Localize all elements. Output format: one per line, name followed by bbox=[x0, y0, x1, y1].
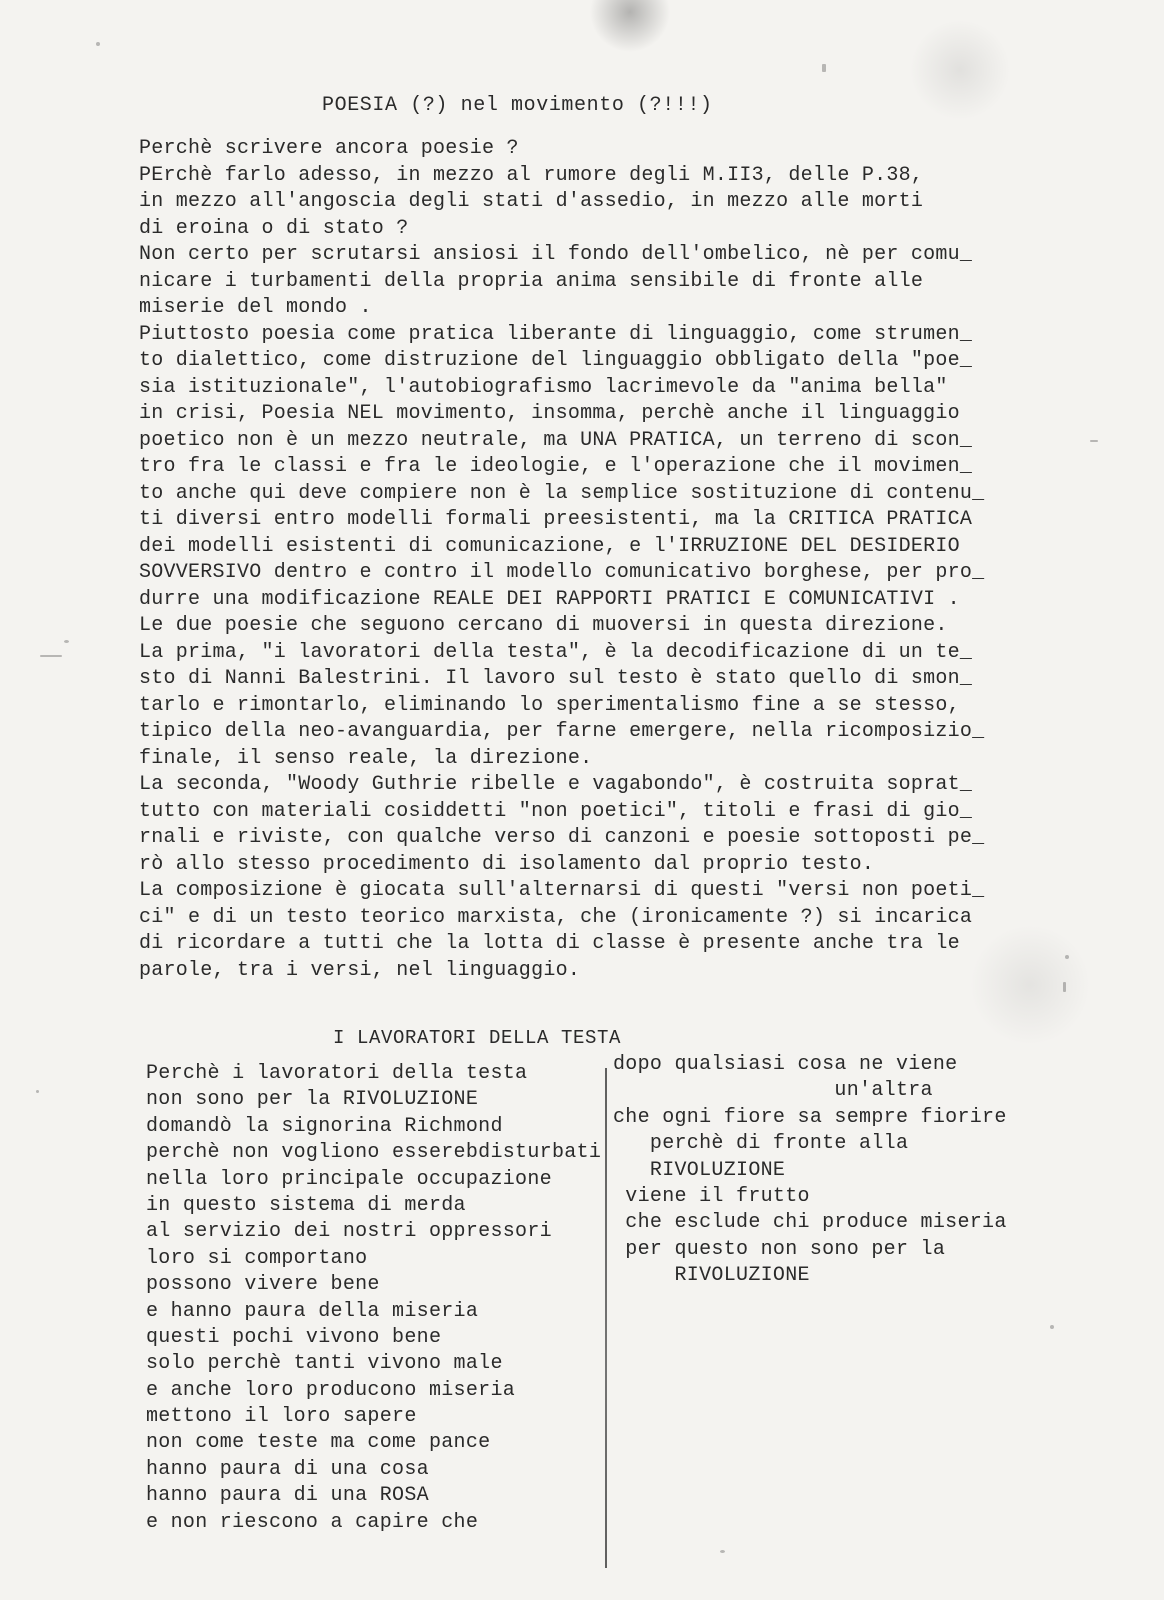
photocopy-speck bbox=[64, 640, 69, 643]
intro-line: La prima, "i lavoratori della testa", è la decodificazione di un te_ bbox=[139, 640, 973, 664]
poem-left-column bbox=[146, 1061, 616, 1536]
poem-line: non sono per la RIVOLUZIONE bbox=[146, 1088, 479, 1112]
poem-line: questi pochi vivono bene bbox=[146, 1325, 442, 1349]
intro-line: Le due poesie che seguono cercano di muoversi in questa direzione. bbox=[139, 614, 948, 637]
intro-line: finale, il senso reale, la direzione. bbox=[139, 746, 593, 770]
intro-line: tarlo e rimontarlo, eliminando lo sperimentalismo fine a se stesso, bbox=[139, 693, 960, 717]
poem-line: viene il frutto bbox=[613, 1184, 810, 1208]
poem-line: e non riescono a capire che bbox=[146, 1510, 479, 1534]
intro-line: sia istituzionale", l'autobiografismo lacrimevole da "anima bella" bbox=[139, 375, 948, 399]
photocopy-speck bbox=[822, 64, 826, 72]
photocopy-speck bbox=[40, 655, 62, 657]
intro-line: di ricordare a tutti che la lotta di classe è presente anche tra le bbox=[139, 932, 960, 955]
intro-line: poetico non è un mezzo neutrale, ma UNA PRATICA, un terreno di scon_ bbox=[139, 428, 973, 452]
poem-right-column bbox=[613, 1052, 1083, 1290]
intro-line: sto di Nanni Balestrini. Il lavoro sul testo è stato quello di smon_ bbox=[139, 667, 973, 690]
photocopy-speck bbox=[1063, 982, 1066, 992]
intro-line: rò allo stesso procedimento di isolamento dal proprio testo. bbox=[139, 852, 875, 876]
poem-line: al servizio dei nostri oppressori bbox=[146, 1220, 552, 1244]
photocopy-speck bbox=[36, 1090, 39, 1093]
intro-line: SOVVERSIVO dentro e contro il modello comunicativo borghese, per pro_ bbox=[139, 561, 985, 584]
intro-line: to anche qui deve compiere non è la semplice sostituzione di contenu_ bbox=[139, 481, 985, 505]
poem-line: loro si comportano bbox=[146, 1246, 368, 1270]
intro-line: ti diversi entro modelli formali preesistenti, ma la CRITICA PRATICA bbox=[139, 508, 973, 531]
photocopy-speck bbox=[1090, 440, 1098, 442]
photocopy-speck bbox=[720, 1550, 725, 1553]
poem-line: un'altra bbox=[613, 1079, 933, 1103]
poem-line: e hanno paura della miseria bbox=[146, 1299, 479, 1323]
intro-line: La seconda, "Woody Guthrie ribelle e vagabondo", è costruita soprat_ bbox=[139, 773, 973, 796]
intro-line: ci" e di un testo teorico marxista, che (ironicamente ?) si incarica bbox=[139, 905, 973, 929]
intro-line: tipico della neo-avanguardia, per farne emergere, nella ricomposizio_ bbox=[139, 720, 985, 743]
poem-line: possono vivere bene bbox=[146, 1273, 380, 1297]
intro-line: Piuttosto poesia come pratica liberante di linguaggio, come strumen_ bbox=[139, 322, 973, 346]
intro-line: dei modelli esistenti di comunicazione, e l'IRRUZIONE DEL DESIDERIO bbox=[139, 534, 960, 558]
intro-line: parole, tra i versi, nel linguaggio. bbox=[139, 958, 581, 982]
intro-line: tutto con materiali cosiddetti "non poetici", titoli e frasi di gio_ bbox=[139, 799, 973, 823]
poem-line: e anche loro producono miseria bbox=[146, 1378, 516, 1402]
poem-line: hanno paura di una cosa bbox=[146, 1457, 429, 1481]
intro-line: to dialettico, come distruzione del linguaggio obbligato della "poe_ bbox=[139, 349, 973, 372]
poem-line: che ogni fiore sa sempre fiorire bbox=[613, 1105, 1007, 1129]
poem-line: domandò la signorina Richmond bbox=[146, 1114, 503, 1138]
poem-line: per questo non sono per la bbox=[613, 1237, 946, 1261]
poem-line: perchè di fronte alla bbox=[613, 1132, 909, 1156]
intro-line: di eroina o di stato ? bbox=[139, 216, 409, 240]
poem-line: perchè non vogliono esserebdisturbati bbox=[146, 1141, 602, 1165]
intro-line: in mezzo all'angoscia degli stati d'assedio, in mezzo alle morti bbox=[139, 190, 924, 213]
poem-line: RIVOLUZIONE bbox=[613, 1264, 810, 1288]
poem-line: non come teste ma come pance bbox=[146, 1431, 491, 1455]
photocopy-speck bbox=[96, 42, 100, 46]
poem-line: nella loro principale occupazione bbox=[146, 1167, 552, 1191]
intro-line: rnali e riviste, con qualche verso di canzoni e poesie sottoposti pe_ bbox=[139, 826, 985, 849]
poem-line: dopo qualsiasi cosa ne viene bbox=[613, 1053, 958, 1076]
photocopy-speck bbox=[1065, 955, 1069, 959]
document-title: POESIA (?) nel movimento (?!!!) bbox=[322, 94, 713, 117]
poem-line: mettono il loro sapere bbox=[146, 1405, 417, 1429]
intro-line: nicare i turbamenti della propria anima sensibile di fronte alle bbox=[139, 269, 924, 293]
poem-line: Perchè i lavoratori della testa bbox=[146, 1062, 528, 1085]
intro-line: in crisi, Poesia NEL movimento, insomma, perchè anche il linguaggio bbox=[139, 402, 960, 425]
intro-line: miserie del mondo . bbox=[139, 296, 372, 319]
poem-line: che esclude chi produce miseria bbox=[613, 1211, 1007, 1235]
intro-line: PErchè farlo adesso, in mezzo al rumore degli M.II3, delle P.38, bbox=[139, 163, 924, 187]
photocopy-speck bbox=[1050, 1325, 1054, 1329]
column-divider bbox=[605, 1068, 607, 1568]
intro-line: La composizione è giocata sull'alternarsi di questi "versi non poeti_ bbox=[139, 879, 985, 902]
intro-line: durre una modificazione REALE DEI RAPPORTI PRATICI E COMUNICATIVI . bbox=[139, 587, 960, 611]
poem-line: hanno paura di una ROSA bbox=[146, 1484, 429, 1508]
poem-line: RIVOLUZIONE bbox=[613, 1158, 786, 1182]
poem-title: I LAVORATORI DELLA TESTA bbox=[333, 1027, 622, 1049]
poem-line: in questo sistema di merda bbox=[146, 1193, 466, 1217]
intro-line: Non certo per scrutarsi ansiosi il fondo dell'ombelico, nè per comu_ bbox=[139, 243, 973, 266]
intro-line: tro fra le classi e fra le ideologie, e l'operazione che il movimen_ bbox=[139, 455, 973, 478]
poem-line: solo perchè tanti vivono male bbox=[146, 1352, 503, 1376]
intro-text bbox=[139, 136, 1099, 984]
intro-line: Perchè scrivere ancora poesie ? bbox=[139, 137, 519, 160]
